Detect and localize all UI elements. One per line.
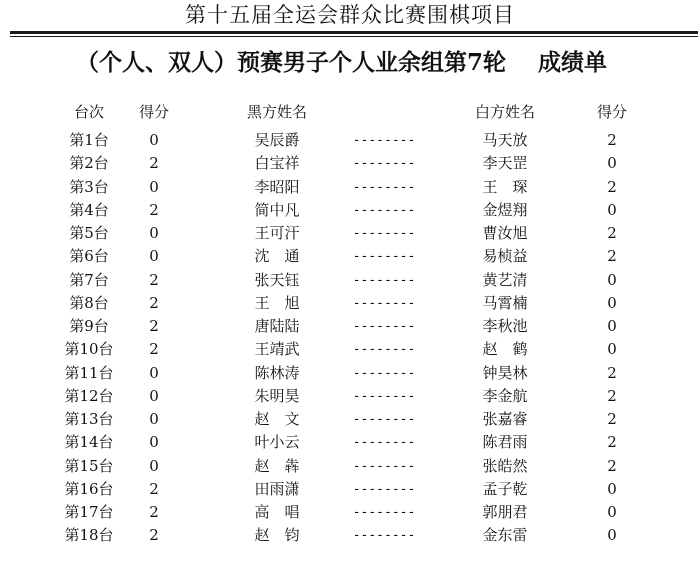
versus-separator: -------- [352,249,416,265]
board-number: 第4台 [69,200,109,219]
board-number: 第10台 [64,340,114,359]
table-row [0,129,700,152]
black-score: 0 [149,363,159,382]
black-player-name: 沈 通 [254,247,300,266]
black-player-name: 田雨潇 [254,479,300,498]
table-row [0,431,700,454]
versus-separator: -------- [352,528,416,544]
versus-separator: -------- [352,505,416,520]
black-score: 2 [149,503,159,521]
white-score: 2 [607,247,617,266]
subtitle-tail: 成绩单 [538,49,608,76]
black-player-name: 张天钰 [254,270,300,289]
black-score: 2 [149,479,159,498]
versus-separator: -------- [352,481,416,497]
board-number: 第8台 [69,293,109,312]
board-number: 第13台 [64,410,114,428]
black-player-name: 吴辰爵 [254,131,300,149]
versus-separator: -------- [352,133,416,148]
table-row [0,478,700,501]
white-score: 0 [607,200,617,219]
board-number: 第15台 [64,456,114,475]
white-player-name: 李金航 [482,386,528,405]
document-title: 第十五届全运会群众比赛围棋项目 [185,3,515,27]
black-score: 0 [149,247,159,266]
table-row [0,338,700,361]
white-score: 0 [607,154,617,173]
white-score: 0 [607,293,617,312]
black-score: 2 [149,526,159,545]
column-header-white-score: 得分 [596,103,627,121]
white-player-name: 王 琛 [482,177,528,196]
versus-separator: -------- [352,226,416,241]
black-player-name: 陈林涛 [254,363,300,382]
table-row [0,222,700,245]
black-player-name: 唐陆陆 [254,317,300,335]
column-header-white-name: 白方姓名 [474,103,535,121]
white-score: 2 [607,433,617,452]
table-row [0,315,700,338]
table-row [0,176,700,199]
white-player-name: 金东雷 [482,526,528,545]
table-row [0,152,700,175]
white-player-name: 易桢益 [482,247,528,266]
title-rule-thin [10,36,698,37]
white-score: 0 [607,317,617,335]
white-player-name: 郭朋君 [482,503,528,521]
table-row [0,292,700,315]
black-player-name: 叶小云 [254,433,300,452]
black-score: 2 [149,270,159,289]
table-row [0,501,700,524]
white-player-name: 孟子乾 [482,479,528,498]
table-header [0,100,700,124]
table-row [0,524,700,547]
board-number: 第18台 [64,526,114,545]
table-row [0,245,700,268]
results-subtitle [76,45,607,81]
board-number: 第5台 [69,224,109,242]
board-number: 第11台 [64,363,114,382]
board-number: 第17台 [64,503,114,521]
white-player-name: 金煜翔 [482,200,528,219]
black-score: 0 [149,131,159,149]
black-player-name: 高 唱 [254,503,300,521]
white-score: 2 [607,177,617,196]
black-player-name: 王靖武 [254,340,300,359]
white-score: 2 [607,386,617,405]
black-score: 0 [149,433,159,452]
table-row [0,385,700,408]
black-player-name: 赵 文 [254,410,300,428]
board-number: 第7台 [69,270,109,289]
black-score: 0 [149,177,159,196]
black-score: 0 [149,224,159,242]
white-score: 0 [607,270,617,289]
versus-separator: -------- [352,435,416,451]
white-score: 2 [607,363,617,382]
board-number: 第3台 [69,177,109,196]
white-player-name: 马霄楠 [482,293,528,312]
column-header-black-score: 得分 [138,103,169,121]
black-score: 2 [149,154,159,173]
white-player-name: 张皓然 [482,456,528,475]
white-score: 2 [607,456,617,475]
table-row [0,269,700,292]
white-score: 2 [607,224,617,242]
table-row [0,362,700,385]
black-score: 0 [149,456,159,475]
versus-separator: -------- [352,412,416,427]
table-row [0,408,700,431]
white-score: 0 [607,503,617,521]
black-player-name: 简中凡 [254,200,300,219]
white-player-name: 黄艺清 [482,270,528,289]
board-number: 第1台 [69,131,109,149]
white-player-name: 曹汝旭 [482,224,528,242]
versus-separator: -------- [352,295,416,311]
white-player-name: 陈君雨 [482,433,528,452]
versus-separator: -------- [352,342,416,358]
white-score: 0 [607,340,617,359]
black-score: 2 [149,200,159,219]
table-row [0,199,700,222]
white-score: 0 [607,526,617,545]
versus-separator: -------- [352,319,416,334]
black-score: 2 [149,317,159,335]
white-player-name: 赵 鹤 [482,340,528,359]
versus-separator: -------- [352,458,416,474]
white-score: 2 [607,131,617,149]
versus-separator: -------- [352,179,416,195]
black-player-name: 王可汗 [254,224,300,242]
board-number: 第9台 [69,317,109,335]
versus-separator: -------- [352,272,416,288]
black-player-name: 王 旭 [254,293,300,312]
board-number: 第14台 [64,433,114,452]
versus-separator: -------- [352,365,416,381]
white-score: 2 [607,410,617,428]
board-number: 第6台 [69,247,109,266]
versus-separator: -------- [352,156,416,172]
board-number: 第12台 [64,386,114,405]
black-score: 0 [149,386,159,405]
versus-separator: -------- [352,388,416,404]
white-score: 0 [607,479,617,498]
subtitle-main: （个人、双人）预赛男子个人业余组第7轮 [76,49,507,76]
white-player-name: 马天放 [482,131,528,149]
black-score: 0 [149,410,159,428]
white-player-name: 李天罡 [482,154,528,173]
column-header-black-name: 黑方姓名 [246,103,307,121]
board-number: 第2台 [69,154,109,173]
black-player-name: 赵 钧 [254,526,300,545]
black-score: 2 [149,340,159,359]
table-row [0,455,700,478]
white-player-name: 钟昊林 [482,363,528,382]
title-rule-thick [10,31,698,34]
black-player-name: 朱明昊 [254,386,300,405]
column-header-board: 台次 [73,103,104,121]
black-player-name: 李昭阳 [254,177,300,196]
white-player-name: 李秋池 [482,317,528,335]
black-score: 2 [149,293,159,312]
black-player-name: 白宝祥 [254,154,300,173]
versus-separator: -------- [352,202,416,218]
board-number: 第16台 [64,479,114,498]
black-player-name: 赵 犇 [254,456,300,475]
white-player-name: 张嘉睿 [482,410,528,428]
